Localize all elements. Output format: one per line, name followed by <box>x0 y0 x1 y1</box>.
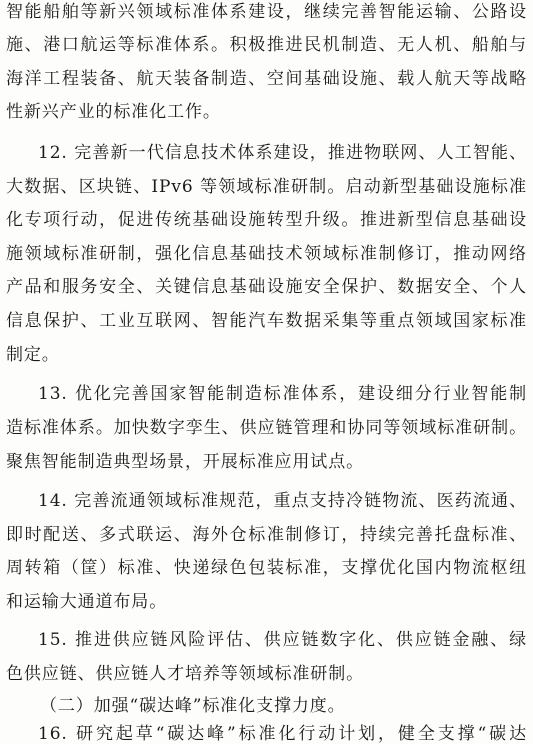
body-text-line: 聚焦智能制造典型场景，开展标准应用试点。 <box>6 452 364 472</box>
body-text-line: 施、港口航运等标准体系。积极推进民机制造、无人机、船舶与 <box>6 35 527 55</box>
body-text-line: 施领域标准研制，强化信息基础技术领域标准制修订，推动网络 <box>6 244 527 264</box>
paragraph-start-line: 13. 优化完善国家智能制造标准体系，建设细分行业智能制 <box>38 384 527 404</box>
body-text-line: 色供应链、供应链人才培养等领域标准研制。 <box>6 664 364 684</box>
paragraph-start-line: 16. 研究起草“碳达峰”标准化行动计划，健全支撑“碳达 <box>38 724 527 744</box>
body-text-line: 制定。 <box>6 345 60 365</box>
paragraph-start-line: 14. 完善流通领域标准规范，重点支持冷链物流、医药流通、 <box>38 491 527 511</box>
body-text-line: 化专项行动，促进传统基础设施转型升级。推进新型信息基础设 <box>6 210 527 230</box>
body-text-line: 和运输大通道布局。 <box>6 592 168 612</box>
body-text-line: 海洋工程装备、航天装备制造、空间基础设施、载人航天等战略 <box>6 69 527 89</box>
paragraph-start-line: 15. 推进供应链风险评估、供应链数字化、供应链金融、绿 <box>38 630 527 650</box>
paragraph-start-line: 12. 完善新一代信息技术体系建设，推进物联网、人工智能、 <box>38 143 527 163</box>
section-heading: （二）加强“碳达峰”标准化支撑力度。 <box>40 696 346 716</box>
body-text-line: 造标准体系。加快数字孪生、供应链管理和协同等领域标准研制。 <box>6 418 527 438</box>
body-text-line: 产品和服务安全、关键信息基础设施安全保护、数据安全、个人 <box>6 277 527 297</box>
body-text-line: 信息保护、工业互联网、智能汽车数据采集等重点领域国家标准 <box>6 311 527 331</box>
body-text-line: 周转箱（筐）标准、快递绿色包装标准，支撑优化国内物流枢纽 <box>6 558 527 578</box>
body-text-line: 大数据、区块链、IPv6 等领域标准研制。启动新型基础设施标准 <box>6 177 527 197</box>
body-text-line: 即时配送、多式联运、海外仓标准制修订，持续完善托盘标准、 <box>6 525 527 545</box>
body-text-line: 智能船舶等新兴领域标准体系建设，继续完善智能运输、公路设 <box>6 2 527 22</box>
body-text-line: 性新兴产业的标准化工作。 <box>6 102 221 122</box>
